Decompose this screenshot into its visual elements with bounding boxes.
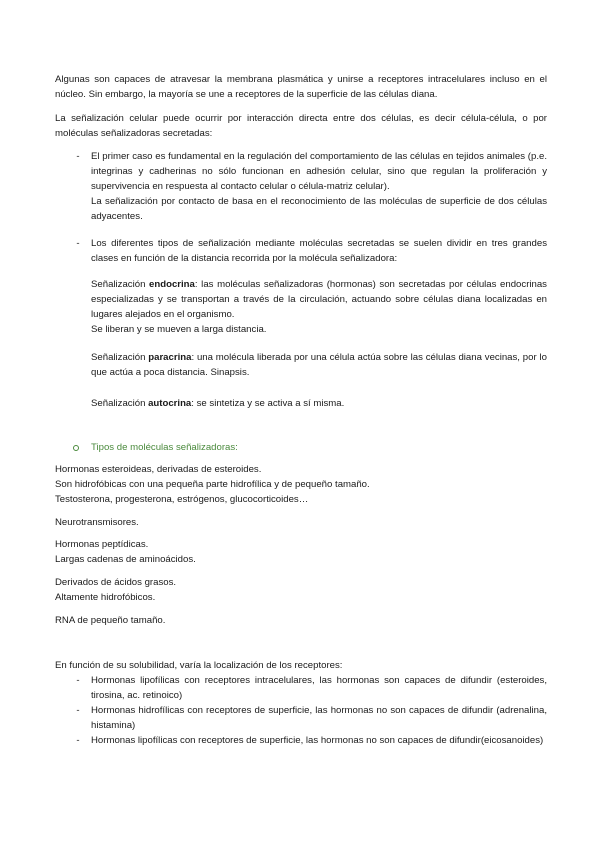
type-peptides-desc: Largas cadenas de aminoácidos. [55,554,196,565]
bullet-cell-contact-text-2: La señalización por contacto de basa en el reconocimiento de las moléculas de superficie de dos células adyacentes. [91,196,547,222]
dash-bullet: - [76,705,80,716]
bullet-cell-contact [91,149,547,224]
dash-bullet: - [76,151,80,162]
type-steroids: Hormonas esteroideas, derivadas de esteroides. [55,464,262,475]
paracrine-paragraph [91,350,547,380]
endocrine-line2: Se liberan y se mueven a larga distancia. [91,324,267,335]
type-fatty-acids: Derivados de ácidos grasos. [55,577,177,588]
endocrine-desc: : las moléculas señalizadoras (hormonas) son secretadas por células endocrinas especializadas y se transportan a través de la circulación, actuando sobre células diana localizadas en lugares alejados en el organismo. [91,279,547,320]
type-steroids-desc: Son hidrofóbicas con una pequeña parte hidrofílica y de pequeño tamaño. [55,479,370,490]
endocrine-prefix: Señalización [91,279,150,290]
dash-bullet: - [76,675,80,686]
paracrine-desc: : una molécula liberada por una célula actúa sobre las células diana vecinas, por lo que actúa a poca distancia. Sinapsis. [91,352,547,378]
endocrine-term: endocrina [149,279,195,290]
paracrine-term: paracrina [148,352,192,363]
endocrine-paragraph [91,277,547,337]
solubility-item-lipophilic-surface: Hormonas lipofílicas con receptores de superficie, las hormonas no son capaces de difundir(eicosanoides) [91,735,544,746]
bullet-secreted: Los diferentes tipos de señalización mediante moléculas secretadas se suelen dividir en tres grandes clases en función de la distancia recorrida por la molécula señalizadora: [91,238,547,264]
paragraph-intro: Algunas son capaces de atravesar la membrana plasmática y unirse a receptores intracelulares incluso en el núcleo. Sin embargo, la mayoría se une a receptores de la superficie de las células diana. [55,74,547,100]
types-group-peptides [55,537,547,567]
autocrine-desc: : se sintetiza y se activa a sí misma. [191,398,345,409]
dash-bullet: - [76,735,80,746]
type-fatty-acids-desc: Altamente hidrofóbicos. [55,592,156,603]
paracrine-prefix: Señalización [91,352,149,363]
solubility-item-lipophilic-intracellular: Hormonas lipofílicas con receptores intracelulares, las hormonas son capaces de difundir (esteroides, tirosina, ac. retinoico) [91,675,547,701]
solubility-item-hydrophilic-surface: Hormonas hidrofílicas con receptores de superficie, las hormonas no son capaces de difundir (adrenalina, histamina) [91,705,547,731]
paragraph-signaling: La señalización celular puede ocurrir por interacción directa entre dos células, es decir célula-célula, o por moléculas señalizadoras secretadas: [55,113,547,139]
autocrine-term: autocrina [148,398,192,409]
types-group-steroids [55,462,547,507]
dash-bullet: - [76,238,80,249]
type-steroids-examples: Testosterona, progesterona, estrógenos, glucocorticoides… [55,494,309,505]
type-peptides: Hormonas peptídicas. [55,539,149,550]
section-heading: Tipos de moléculas señalizadoras: [91,442,238,453]
type-neurotransmitters: Neurotransmisores. [55,517,139,528]
autocrine-paragraph [91,396,547,411]
solubility-intro: En función de su solubilidad, varía la localización de los receptores: [55,660,343,671]
bullet-cell-contact-text: El primer caso es fundamental en la regulación del comportamiento de las células en tejidos animales (p.e. integrinas y cadherinas no sólo funcionan en adhesión celular, sino que regulan la proliferación y supervivencia en respuesta al contacto celular o célula-matriz celular). [91,151,547,192]
circle-bullet-icon [73,445,79,451]
type-rna: RNA de pequeño tamaño. [55,615,166,626]
autocrine-prefix: Señalización [91,398,149,409]
types-group-fatty-acids [55,575,547,605]
